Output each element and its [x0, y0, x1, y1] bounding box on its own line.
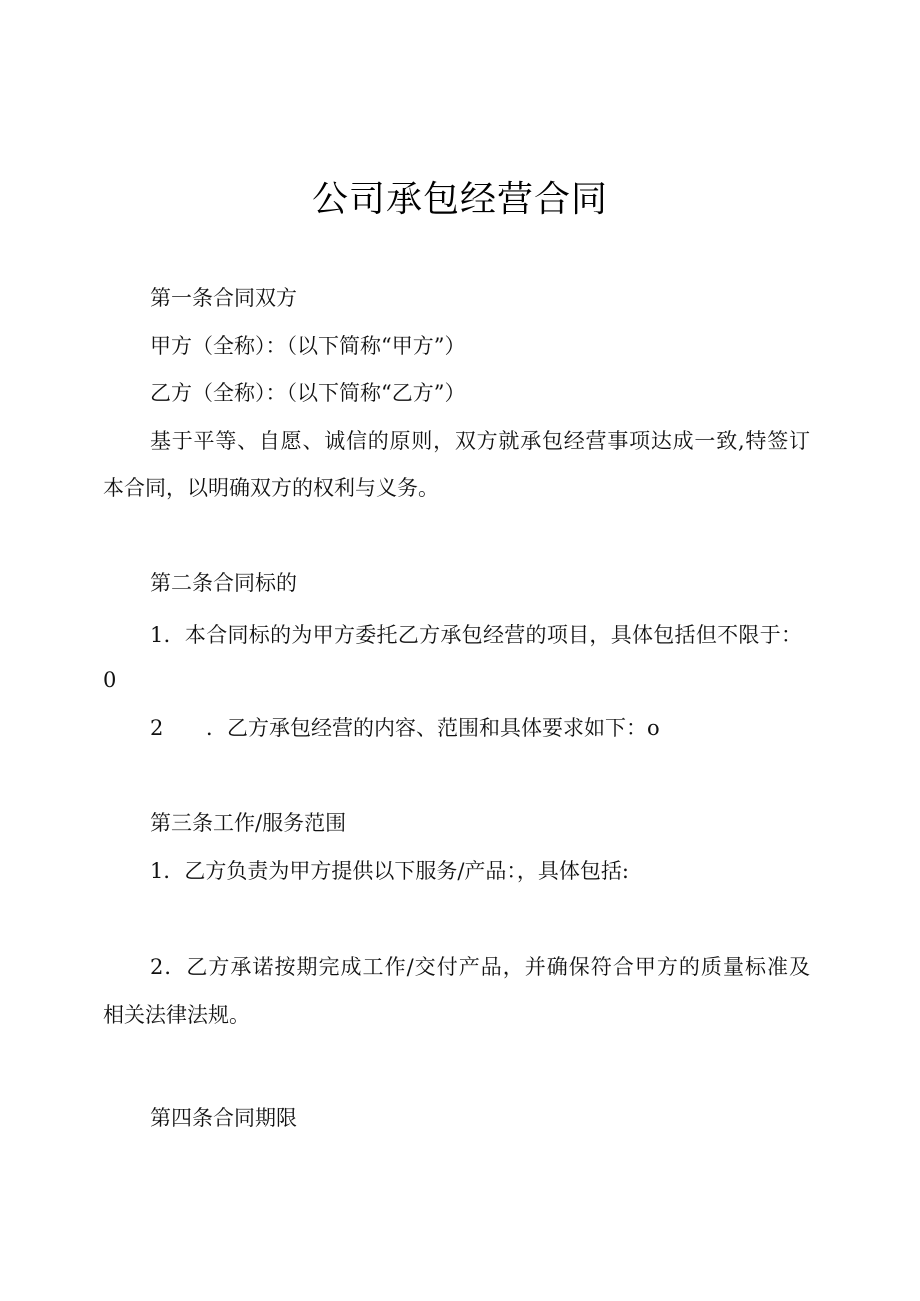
party-b-line: 乙方（全称）：（以下简称“乙方”）	[150, 381, 466, 405]
section2-item2-text: ．乙方承包经营的内容、范围和具体要求如下：o	[206, 716, 660, 740]
section2-item1-line1: 1．本合同标的为甲方委托乙方承包经营的项目，具体包括但不限于：	[150, 623, 802, 647]
section1-heading: 第一条合同双方	[150, 286, 297, 310]
section2-item2-number: 2	[150, 716, 164, 740]
section2-item2	[150, 713, 660, 743]
section2-heading: 第二条合同标的	[150, 571, 297, 595]
intro-paragraph-line2: 本合同，以明确双方的权利与义务。	[103, 476, 439, 500]
section3-item1: 1．乙方负责为甲方提供以下服务/产品：，具体包括:	[150, 859, 630, 883]
section4-heading: 第四条合同期限	[150, 1106, 297, 1130]
intro-paragraph-line1: 基于平等、自愿、诚信的原则，双方就承包经营事项达成一致,特签订	[150, 429, 810, 453]
section2-item1-line2: 0	[103, 668, 117, 692]
section3-item2-line2: 相关法律法规。	[103, 1003, 250, 1027]
party-a-line: 甲方（全称）：（以下简称“甲方”）	[150, 334, 466, 358]
section3-item2-line1: 2．乙方承诺按期完成工作/交付产品，并确保符合甲方的质量标准及	[150, 955, 810, 979]
section3-heading: 第三条工作/服务范围	[150, 811, 347, 835]
document-title: 公司承包经营合同	[311, 179, 608, 220]
